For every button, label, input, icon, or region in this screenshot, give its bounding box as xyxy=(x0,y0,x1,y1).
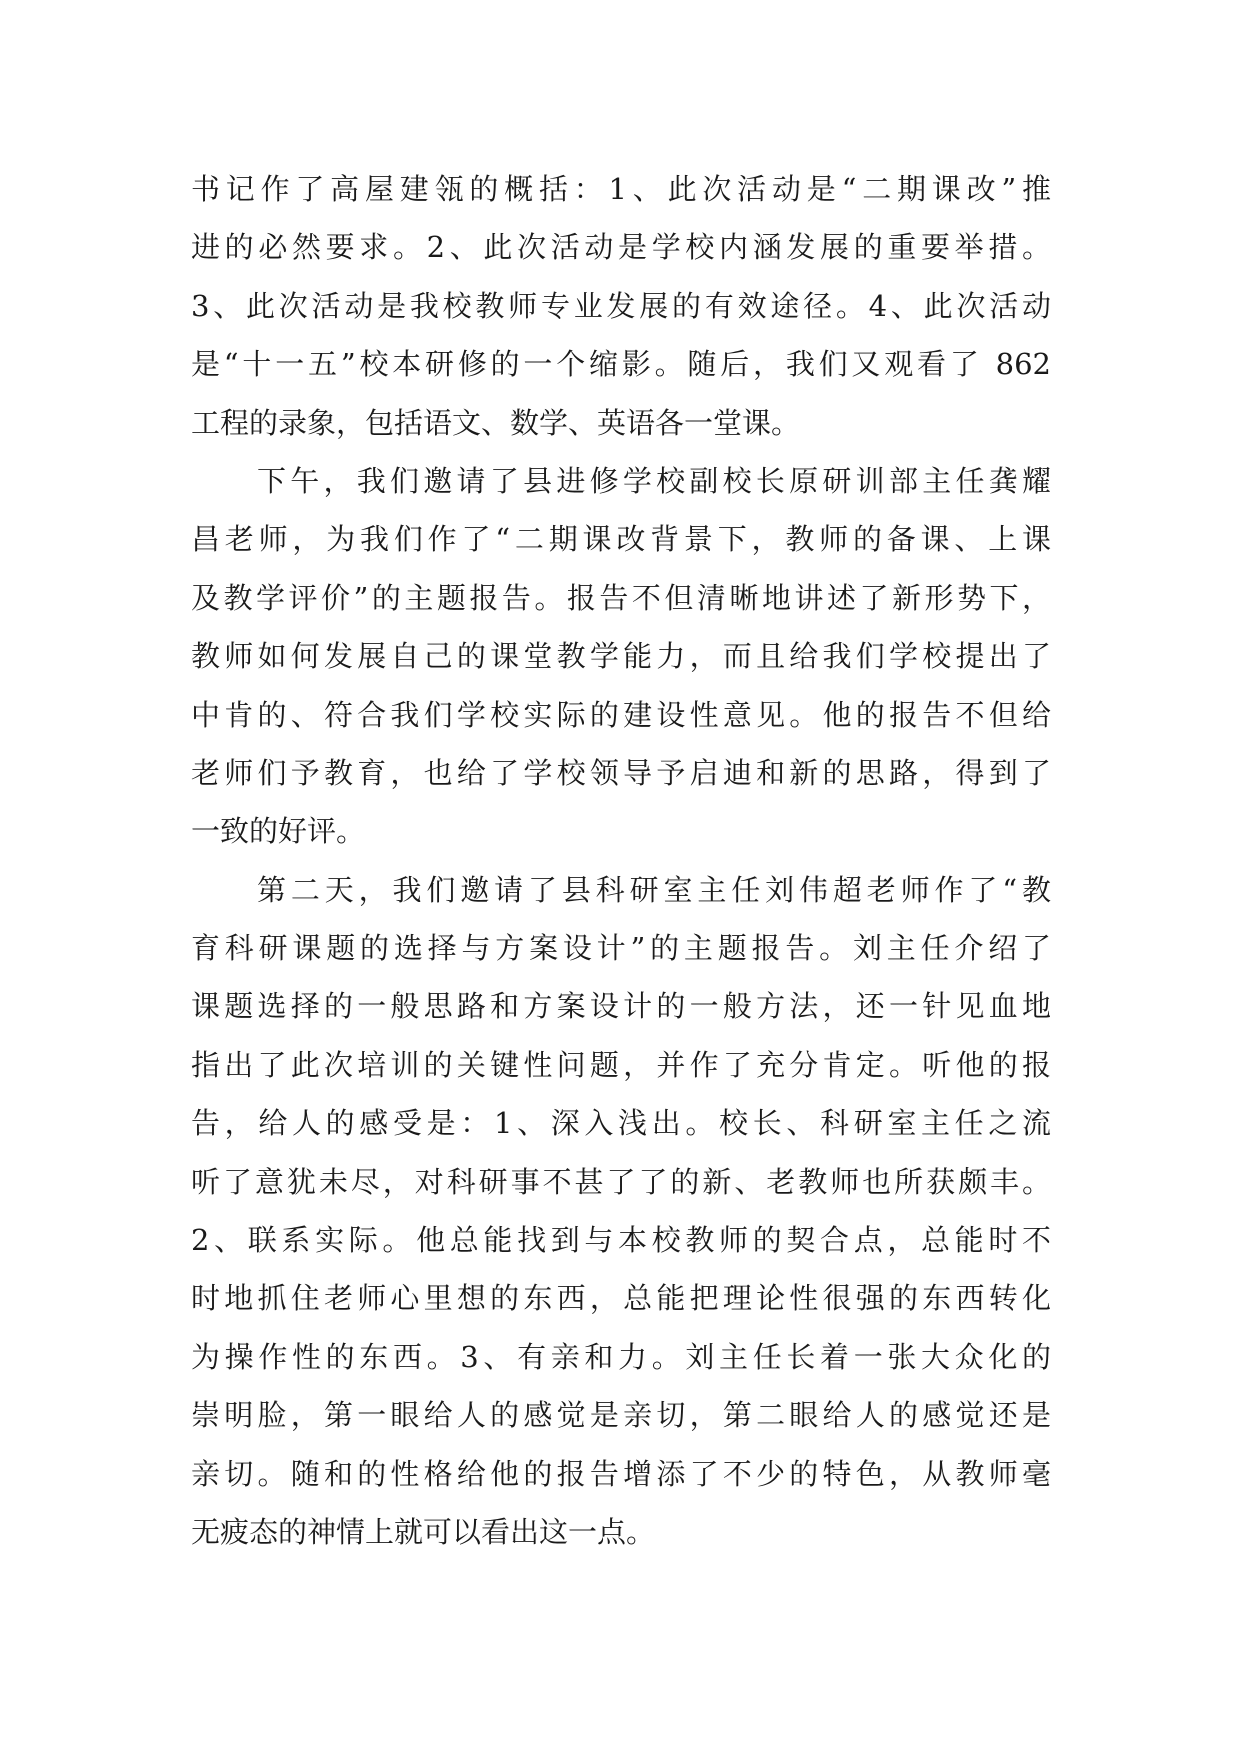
text-line: 育科研课题的选择与方案设计”的主题报告。刘主任介绍了 xyxy=(191,931,1051,966)
text-line: 是“十一五”校本研修的一个缩影。随后，我们又观看了 862 xyxy=(191,347,1051,382)
text-line: 为操作性的东西。3、有亲和力。刘主任长着一张大众化的 xyxy=(191,1339,1051,1374)
text-line: 进的必然要求。2、此次活动是学校内涵发展的重要举措。 xyxy=(191,230,1051,265)
text-line: 书记作了高屋建瓴的概括：1、此次活动是“二期课改”推 xyxy=(191,172,1051,206)
text-line: 2、联系实际。他总能找到与本校教师的契合点，总能时不 xyxy=(191,1223,1051,1258)
text-line: 中肯的、符合我们学校实际的建设性意见。他的报告不但给 xyxy=(191,697,1051,732)
text-line: 老师们予教育，也给了学校领导予启迪和新的思路，得到了 xyxy=(191,755,1051,790)
text-line: 时地抓住老师心里想的东西，总能把理论性很强的东西转化 xyxy=(191,1281,1051,1316)
text-line: 无疲态的神情上就可以看出这一点。 xyxy=(191,1514,656,1549)
text-line: 3、此次活动是我校教师专业发展的有效途径。4、此次活动 xyxy=(191,288,1051,323)
text-line: 下午，我们邀请了县进修学校副校长原研训部主任龚耀 xyxy=(257,463,1051,498)
text-line: 第二天，我们邀请了县科研室主任刘伟超老师作了“教 xyxy=(257,872,1051,907)
text-line: 昌老师，为我们作了“二期课改背景下，教师的备课、上课 xyxy=(191,522,1051,557)
text-line: 课题选择的一般思路和方案设计的一般方法，还一针见血地 xyxy=(191,989,1051,1024)
body-text xyxy=(191,160,1051,1561)
text-line: 教师如何发展自己的课堂教学能力，而且给我们学校提出了 xyxy=(191,639,1051,674)
text-line: 工程的录象，包括语文、数学、英语各一堂课。 xyxy=(191,405,801,440)
text-line: 听了意犹未尽，对科研事不甚了了的新、老教师也所获颇丰。 xyxy=(191,1164,1051,1199)
text-line: 及教学评价”的主题报告。报告不但清晰地讲述了新形势下， xyxy=(191,580,1051,615)
text-line: 告，给人的感受是：1、深入浅出。校长、科研室主任之流 xyxy=(191,1106,1051,1141)
text-line: 指出了此次培训的关键性问题，并作了充分肯定。听他的报 xyxy=(191,1047,1051,1082)
text-line: 崇明脸，第一眼给人的感觉是亲切，第二眼给人的感觉还是 xyxy=(191,1398,1051,1433)
text-line: 一致的好评。 xyxy=(191,814,366,849)
text-line: 亲切。随和的性格给他的报告增添了不少的特色，从教师毫 xyxy=(191,1456,1051,1491)
